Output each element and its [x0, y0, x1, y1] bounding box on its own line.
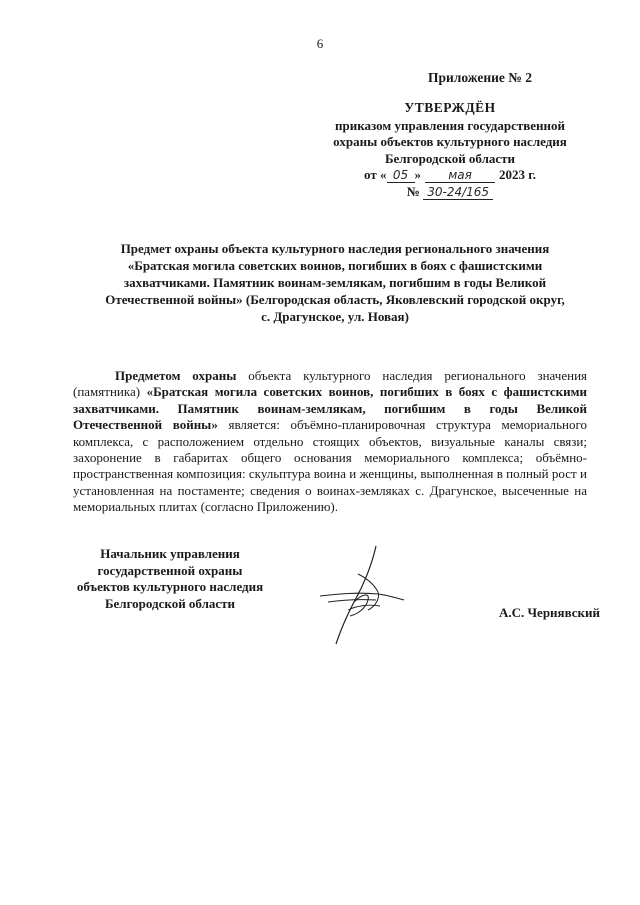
subject-line-5: с. Драгунское, ул. Новая)	[261, 309, 409, 324]
approval-line-1: приказом управления государственной	[335, 117, 565, 133]
approval-line-2: охраны объектов культурного наследия	[333, 134, 567, 149]
date-prefix: от «	[364, 167, 387, 182]
approval-block	[300, 100, 600, 200]
number-prefix: №	[406, 183, 420, 199]
signatory-title-line-2: государственной охраны	[97, 562, 243, 578]
subject-heading	[85, 240, 585, 325]
body-paragraph	[73, 368, 587, 516]
approval-date	[300, 167, 600, 184]
signatory-title-line-1: Начальник управления	[100, 546, 240, 561]
signatory-name: А.С. Чернявский	[498, 605, 600, 620]
subject-line-4: Отечественной войны» (Белгородская область, Яковлевский городской округ,	[105, 292, 565, 307]
date-month: мая	[425, 168, 495, 183]
subject-line-1: Предмет охраны объекта культурного наследия регионального значения	[120, 241, 550, 256]
approval-title: УТВЕРЖДЁН	[404, 100, 496, 115]
signatory-title	[70, 546, 270, 612]
approval-number	[300, 184, 600, 201]
body-object-name: «Братская могила советских воинов, погибших в боях с фашистскими захватчиками. Памятник воинам-землякам, погибшим в годы Великой Отечественной войны»	[73, 384, 588, 433]
subject-line-3: захватчиками. Памятник воинам-землякам, погибшим в годы Великой	[123, 275, 547, 290]
signatory-title-line-4: Белгородской области	[104, 595, 236, 611]
appendix-label: Приложение № 2	[428, 70, 532, 85]
approval-line-3: Белгородской области	[384, 150, 516, 166]
subject-line-2: «Братская могила советских воинов, погибших в боях с фашистскими	[127, 258, 543, 273]
number-value: 30-24/165	[423, 185, 493, 200]
body-text-1: объекта культурного наследия регионального значения (памятника)	[73, 368, 588, 400]
handwritten-signature-icon	[318, 544, 408, 649]
date-day: 05	[387, 168, 415, 183]
signatory-title-line-3: объектов культурного наследия	[76, 579, 264, 594]
body-lead: Предметом охраны	[115, 368, 237, 383]
date-suffix: 2023 г.	[499, 167, 536, 182]
date-mid: »	[414, 167, 422, 182]
body-text-2: является: объёмно-планировочная структура мемориального комплекса, с расположением отдельно стоящих объектов, визуальные каналы связи; захоронение в габаритах общего основания мемориального комплекса; объёмно-пространственная композиция: скульптура воина и женщины, выполненная в полный рост и установленная на постаменте; сведения о воинах-земляках с. Драгунское, высеченные на мемориальных плитах (согласно Приложению).	[73, 417, 588, 515]
page-number: 6	[316, 36, 324, 51]
